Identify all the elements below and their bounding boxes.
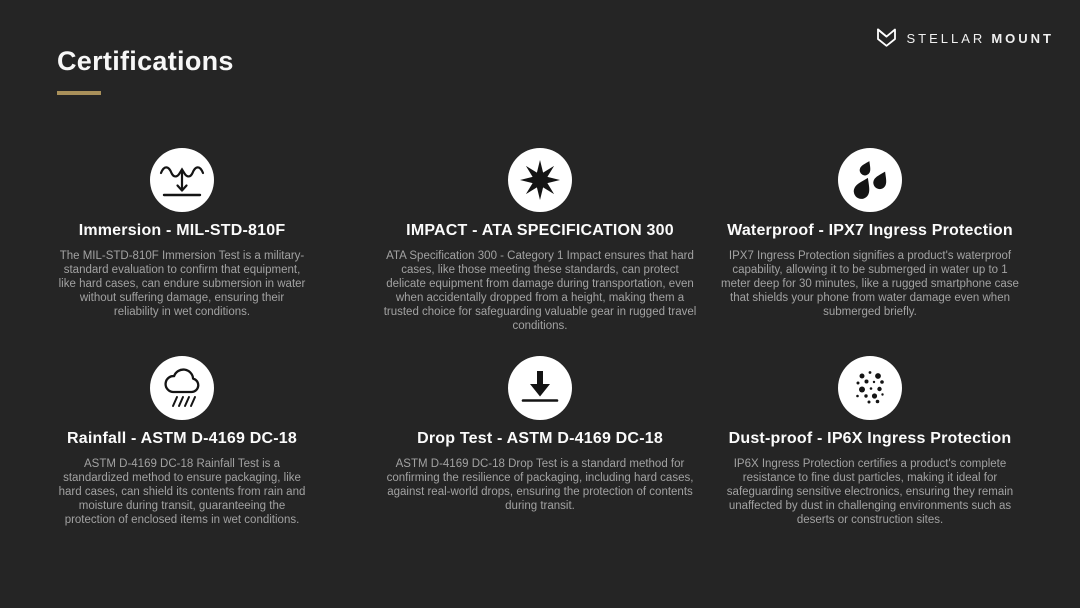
card-title: Drop Test - ASTM D-4169 DC-18: [417, 430, 663, 447]
certification-card-immersion: [40, 148, 324, 319]
card-description: ATA Specification 300 - Category 1 Impact ensures that hard cases, like those meeting these standards, can protect delicate equipment from damage during transportation, even when accidentally dropped from a height, making them a trusted choice for safeguarding valuable gear in rugged travel conditions.: [383, 250, 697, 332]
title-underline: [57, 91, 101, 95]
brand-name-stellar: STELLAR: [906, 31, 986, 46]
card-description: ASTM D-4169 DC-18 Drop Test is a standard method for confirming the resilience of packaging, including hard cases, against real-world drops, ensuring the protection of contents during transit.: [386, 458, 694, 512]
card-description: ASTM D-4169 DC-18 Rainfall Test is a standardized method to ensure packaging, like hard cases, can shield its contents from rain and moisture during transit, guaranteeing the protection of enclosed items in wet conditions.: [58, 458, 306, 526]
brand-name-mount: MOUNT: [991, 31, 1054, 46]
certification-card-dust-proof: [708, 356, 1032, 527]
drop-arrow-icon: [508, 356, 572, 420]
card-description: IP6X Ingress Protection certifies a product's complete resistance to fine dust particles, making it ideal for safeguarding sensitive electronics, ensuring they remain unaffected by dust in challenging environments such as deserts or construction sites.: [726, 458, 1014, 526]
water-droplets-icon: [838, 148, 902, 212]
certification-card-drop-test: [370, 356, 710, 513]
brand-name: [907, 31, 1054, 46]
dust-particles-icon: [838, 356, 902, 420]
certification-card-rainfall: [40, 356, 324, 527]
card-title: Waterproof - IPX7 Ingress Protection: [727, 222, 1013, 239]
card-description: The MIL-STD-810F Immersion Test is a military-standard evaluation to confirm that equipment, like hard cases, can endure submersion in water without suffering damage, ensuring their reliability in wet conditions.: [58, 250, 306, 318]
card-title: Immersion - MIL-STD-810F: [78, 222, 286, 239]
card-title: Dust-proof - IP6X Ingress Protection: [728, 430, 1012, 447]
immersion-water-arrow-icon: [150, 148, 214, 212]
rain-cloud-icon: [150, 356, 214, 420]
certification-card-impact: [370, 148, 710, 333]
card-title: IMPACT - ATA SPECIFICATION 300: [406, 222, 674, 239]
brand-logo: [874, 26, 1054, 51]
stellar-mount-shield-icon: [874, 26, 899, 51]
page-title: Certifications: [57, 46, 234, 76]
impact-starburst-icon: [508, 148, 572, 212]
certification-card-waterproof: [708, 148, 1032, 319]
card-description: IPX7 Ingress Protection signifies a product's waterproof capability, allowing it to be submerged in water up to 1 meter deep for 30 minutes, like a rugged smartphone case that shields your phone from water damage even when submerged briefly.: [721, 250, 1019, 318]
card-title: Rainfall - ASTM D-4169 DC-18: [67, 430, 297, 447]
